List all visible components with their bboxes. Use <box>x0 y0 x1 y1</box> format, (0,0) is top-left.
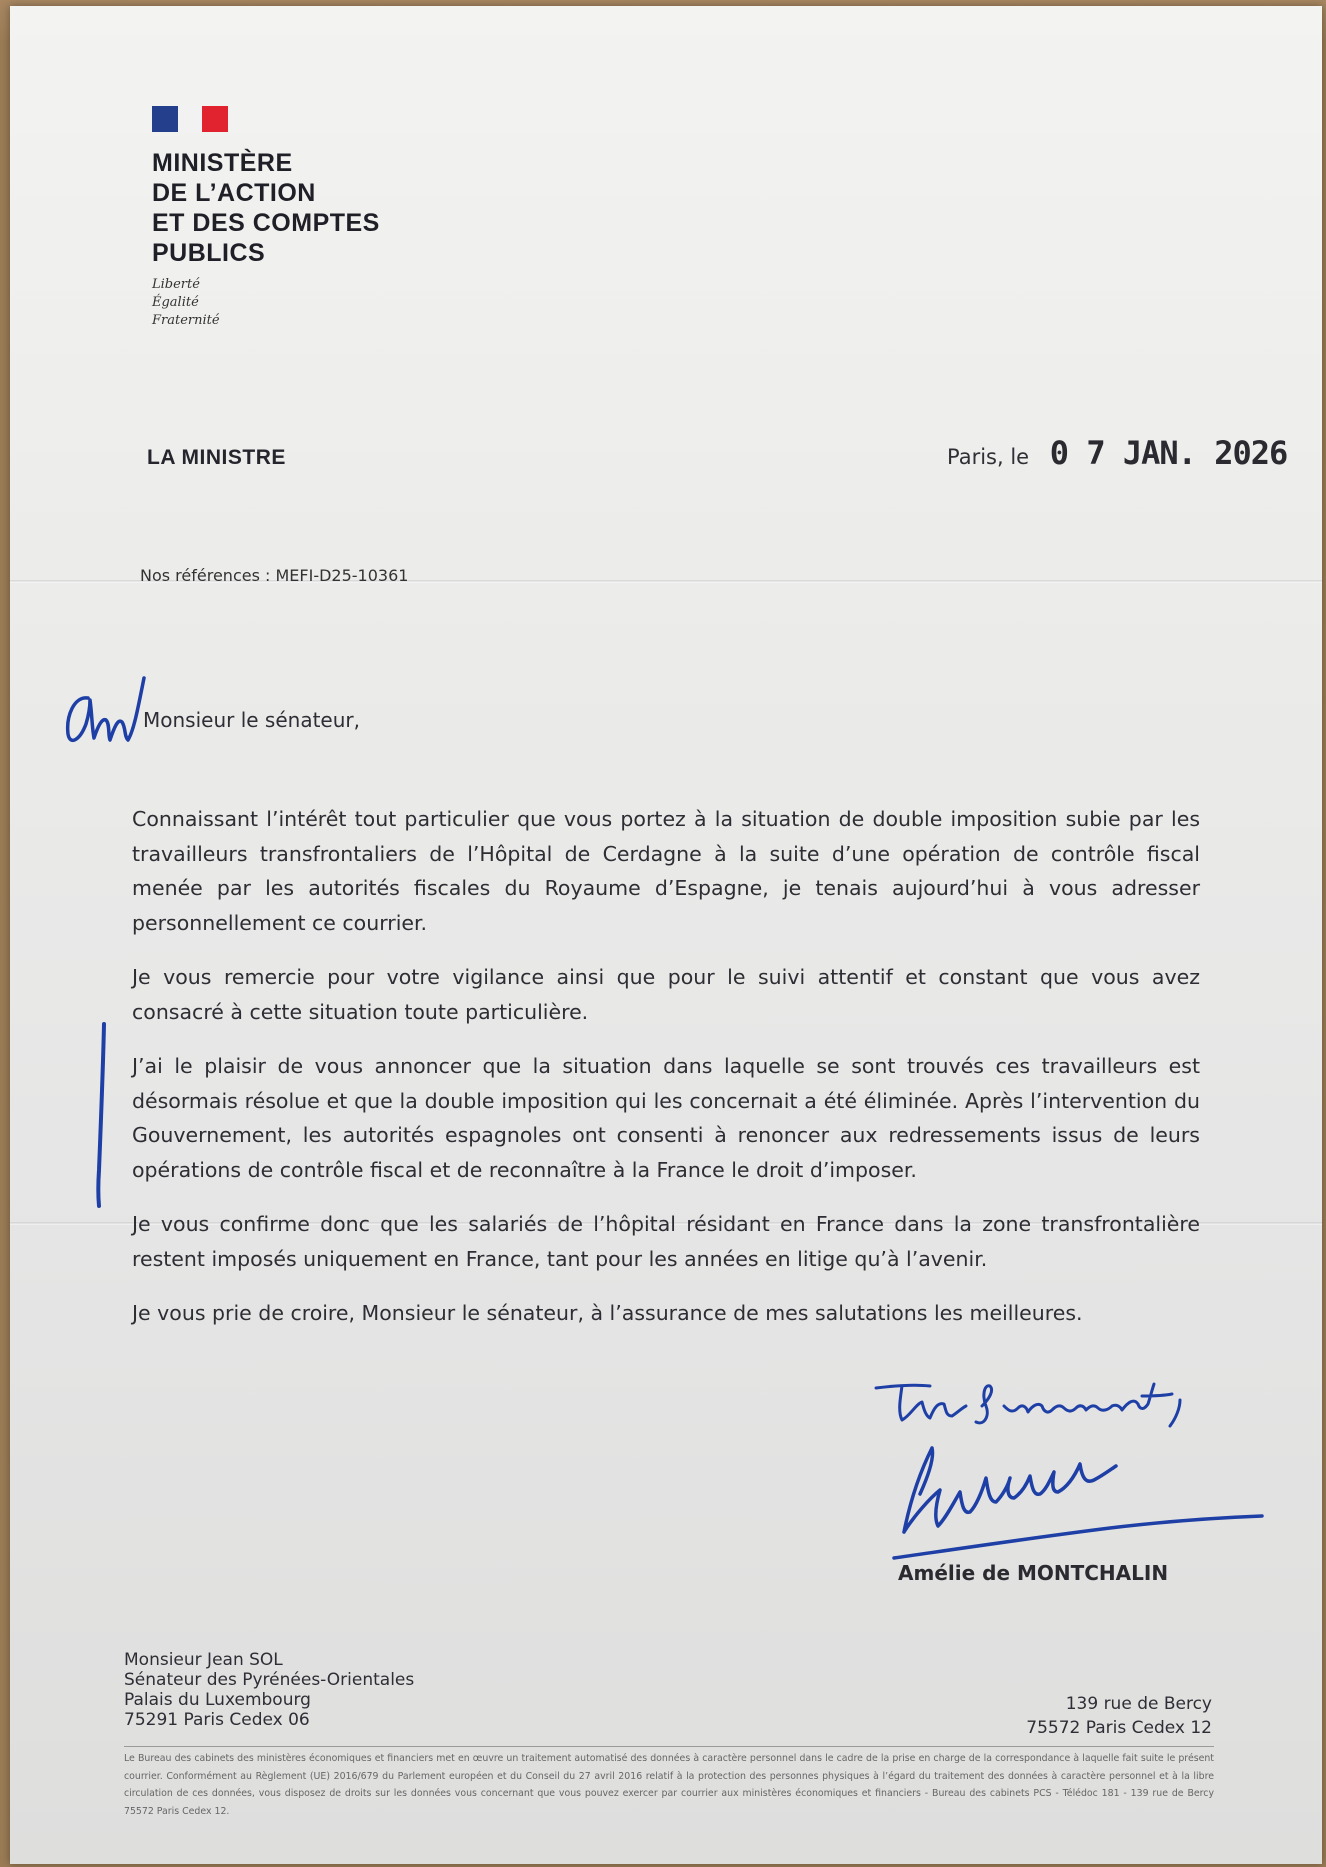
recipient-line: Monsieur Jean SOL <box>124 1650 283 1670</box>
letter-body <box>132 802 1200 1351</box>
handwritten-closing <box>872 1376 1202 1436</box>
place-prefix: Paris, le <box>947 445 1030 469</box>
body-paragraph: Connaissant l’intérêt tout particulier que vous portez à la situation de double imposition subie par les travailleurs transfrontaliers de l’Hôpital de Cerdagne à la suite d’une opération de contrôle fiscal menée par les autorités fiscales du Royaume d’Espagne, je tenais aujourd’hui à vous adresser personnellement ce courrier. <box>132 807 1200 935</box>
data-protection-notice: Le Bureau des cabinets des ministères économiques et financiers met en œuvre un traitement automatisé des données à caractère personnel dans le cadre de la prise en charge de la correspondance à laquelle fait suite le présent courrier. Conformément au Règlement (UE) 2016/679 du Parlement européen et du Conseil du 27 avril 2016 relatif à la protection des personnes physiques à l’égard du traitement des données à caractère personnel et à la libre circulation de ces données, vous disposez de droits sur les données vous concernant que vous pouvez exercer par courrier aux ministères économiques et financiers - Bureau des cabinets PCS - Télédoc 181 - 139 rue de Bercy 75572 Paris Cedex 12. <box>124 1753 1214 1817</box>
body-paragraph: Je vous prie de croire, Monsieur le sénateur, à l’assurance de mes salutations les meilleures. <box>132 1301 1083 1325</box>
author-title: LA MINISTRE <box>147 446 286 469</box>
recipient-address <box>124 1650 414 1730</box>
ministry-name-line: MINISTÈRE <box>152 149 293 177</box>
sender-address <box>990 1692 1212 1740</box>
sender-address-line: 139 rue de Bercy <box>1065 1694 1212 1714</box>
ministry-logo <box>152 106 380 330</box>
ministry-name-line: PUBLICS <box>152 239 266 267</box>
body-paragraph: J’ai le plaisir de vous annoncer que la situation dans laquelle se sont trouvés ces travailleurs est désormais résolue et que la double imposition qui les concernait a été éliminée. Après l’intervention du Gouvernement, les autorités espagnoles ont consenti à renoncer aux redressements issus de leurs opérations de contrôle fiscal et de reconnaître à la France le droit d’imposer. <box>132 1054 1200 1182</box>
salutation: Monsieur le sénateur, <box>143 708 360 732</box>
body-paragraph: Je vous confirme donc que les salariés de l’hôpital résidant en France dans la zone transfrontalière restent imposés uniquement en France, tant pour les années en litige qu’à l’avenir. <box>132 1212 1200 1271</box>
french-flag-icon <box>152 106 228 132</box>
signer-name: Amélie de MONTCHALIN <box>898 1561 1169 1585</box>
handwritten-signature <box>890 1432 1270 1562</box>
body-paragraph: Je vous remercie pour votre vigilance ainsi que pour le suivi attentif et constant que vous avez consacré à cette situation toute particulière. <box>132 965 1200 1024</box>
handwritten-greeting <box>62 656 152 756</box>
ministry-name <box>152 148 380 268</box>
recipient-line: Palais du Luxembourg <box>124 1690 311 1710</box>
republic-motto <box>152 276 380 330</box>
recipient-line: 75291 Paris Cedex 06 <box>124 1710 310 1730</box>
motto-line: Liberté <box>152 277 200 292</box>
motto-line: Égalité <box>152 295 199 310</box>
recipient-line: Sénateur des Pyrénées-Orientales <box>124 1670 415 1690</box>
motto-line: Fraternité <box>152 313 220 328</box>
date-stamp: 0 7 JAN. 2026 <box>1049 434 1288 472</box>
dateline <box>947 434 1287 472</box>
references: Nos références : MEFI-D25-10361 <box>140 566 409 585</box>
letter-page <box>10 6 1322 1864</box>
margin-pen-mark <box>92 1020 112 1210</box>
footer-divider <box>124 1746 1214 1747</box>
ministry-name-line: DE L’ACTION <box>152 179 316 207</box>
ministry-name-line: ET DES COMPTES <box>152 209 380 237</box>
sender-address-line: 75572 Paris Cedex 12 <box>1026 1718 1212 1738</box>
